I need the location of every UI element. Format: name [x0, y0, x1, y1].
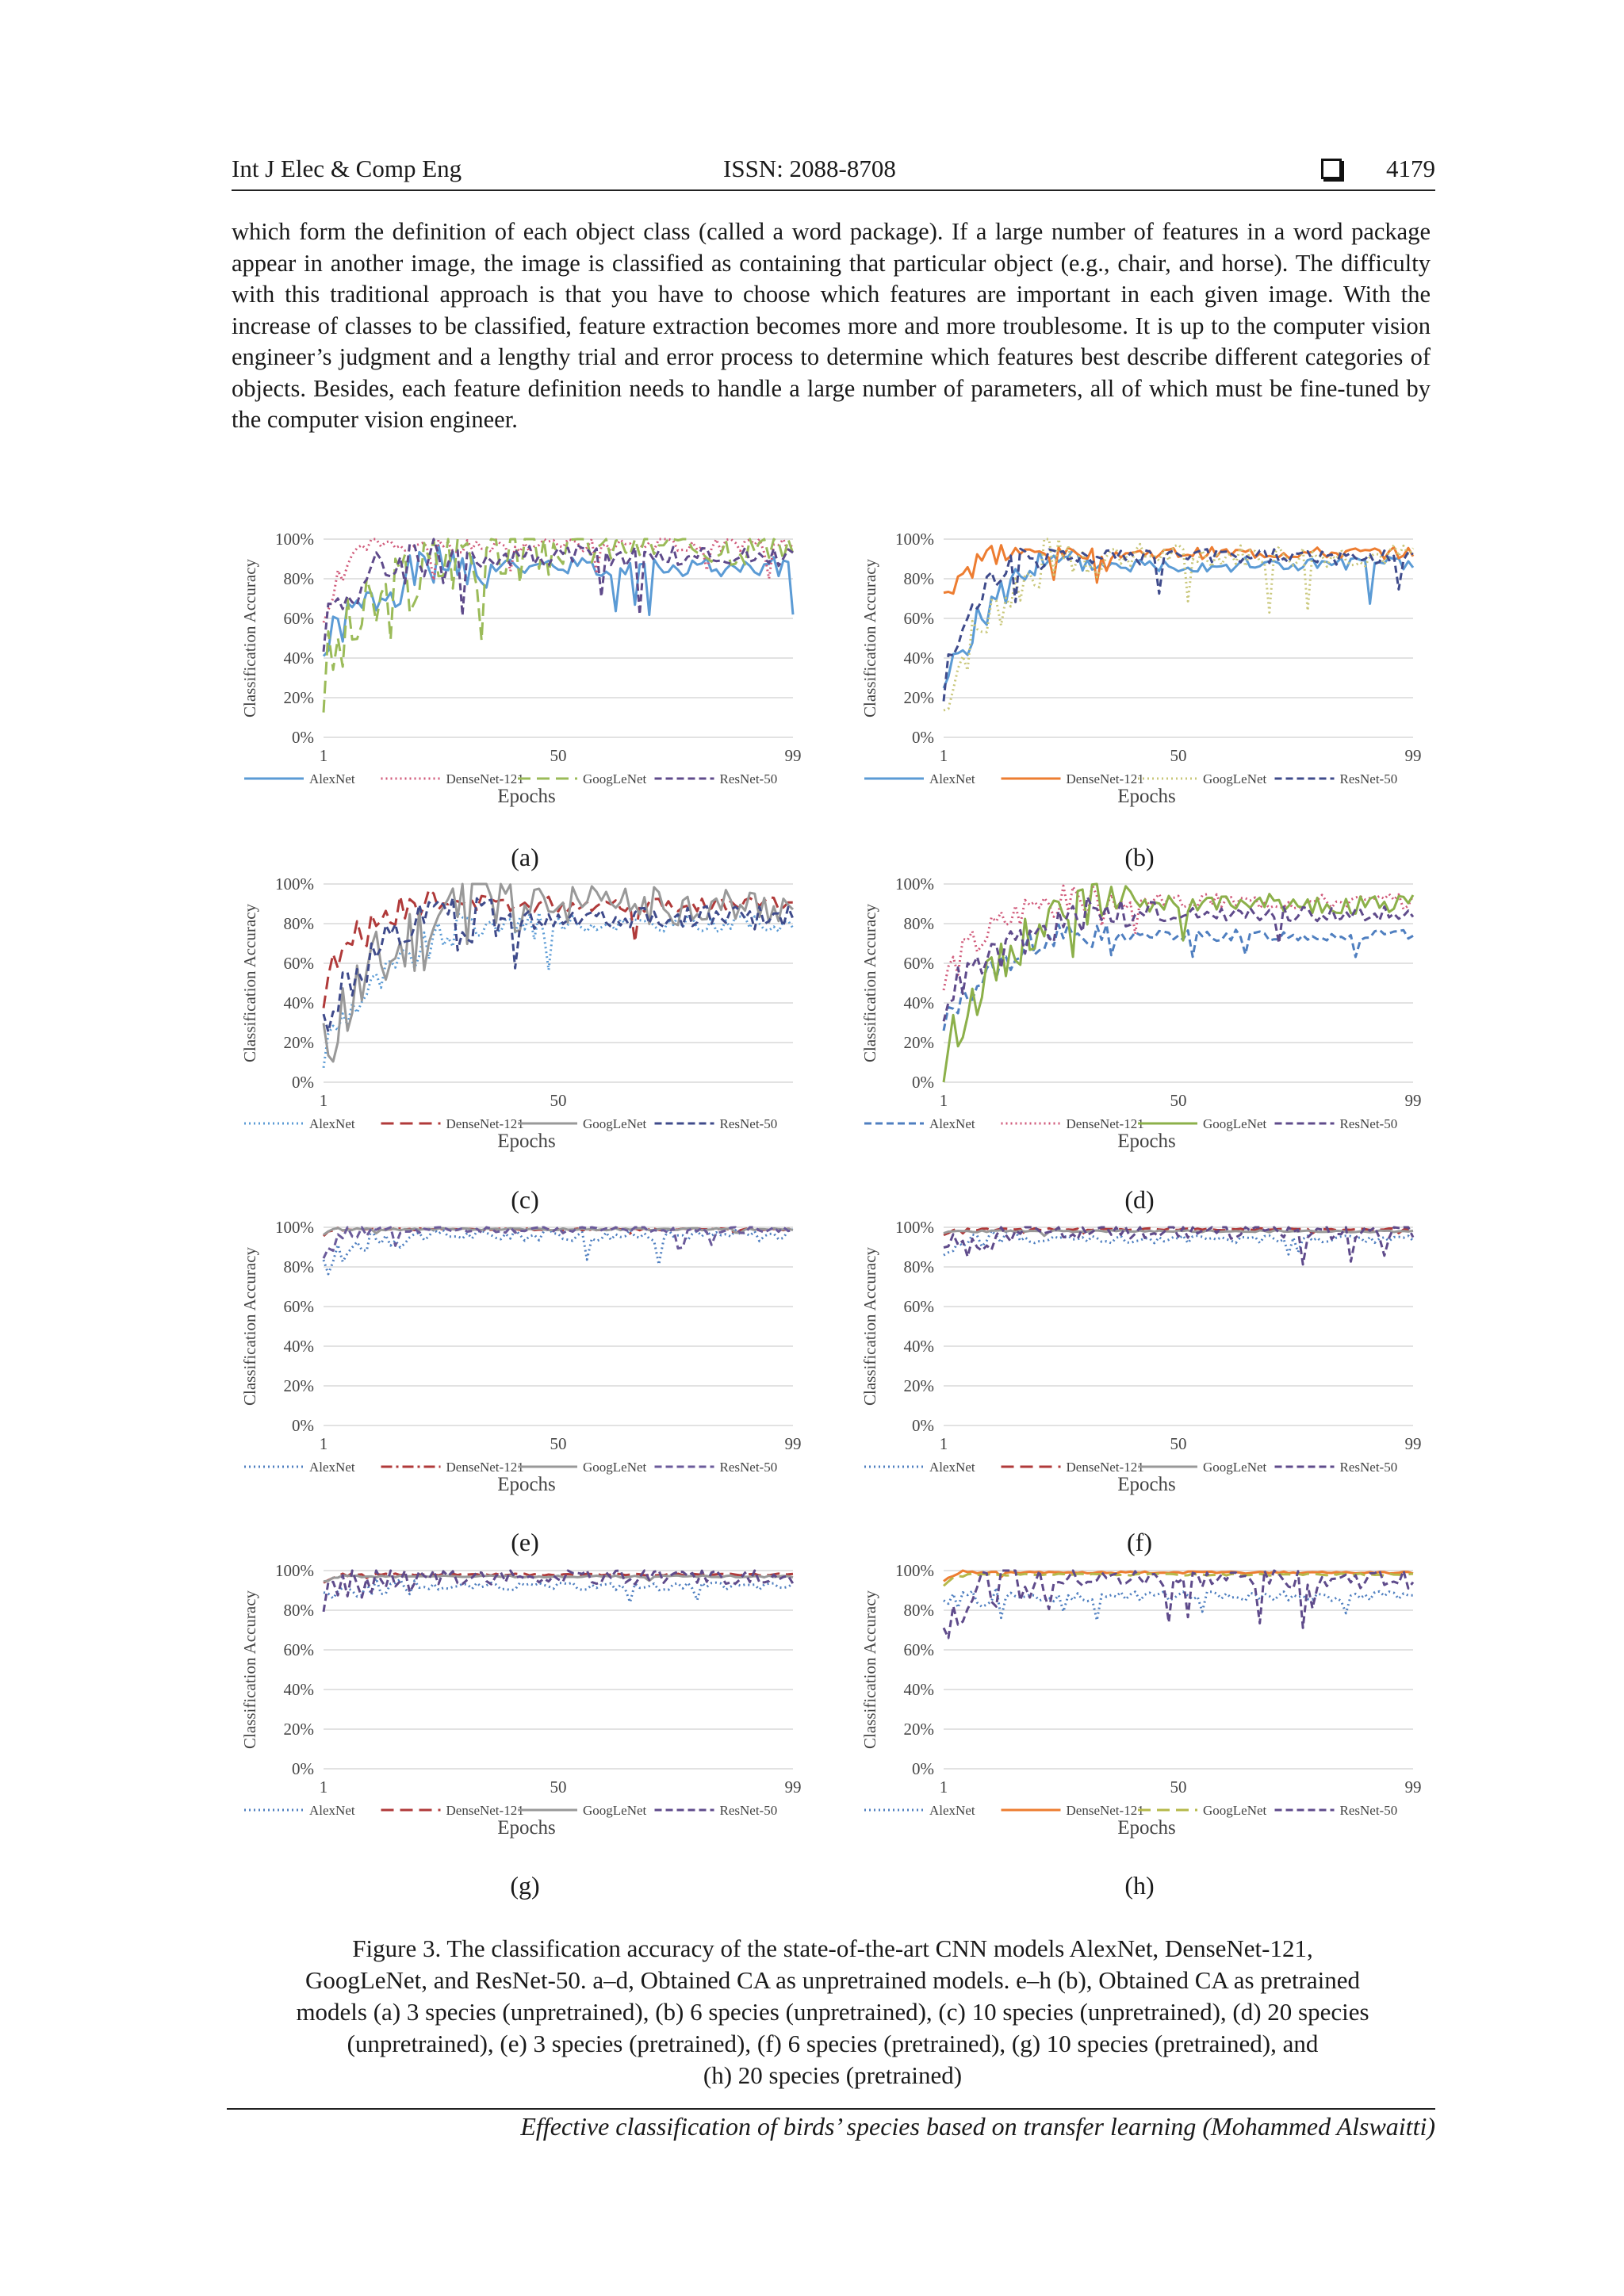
y-tick-label: 100% — [895, 1561, 934, 1580]
caption-line: GoogLeNet, and ResNet-50. a–d, Obtained CA as unpretrained models. e–h (b), Obtained CA as pretrained — [304, 1966, 1361, 1994]
x-tick-label: 1 — [939, 1091, 948, 1110]
chart-b — [858, 523, 1429, 840]
y-tick-label: 40% — [283, 993, 314, 1012]
x-tick-label: 50 — [550, 1091, 567, 1110]
chart-g — [238, 1555, 809, 1872]
y-tick-label: 40% — [283, 1337, 314, 1356]
legend-label: ResNet-50 — [719, 1803, 778, 1818]
x-axis-label: Epochs — [1117, 786, 1176, 807]
x-axis-label: Epochs — [1117, 1817, 1176, 1839]
y-tick-label: 40% — [283, 1680, 314, 1699]
y-tick-label: 100% — [275, 874, 314, 894]
y-tick-label: 100% — [275, 1561, 314, 1580]
y-tick-label: 80% — [283, 1601, 314, 1620]
issn: ISSN: 2088-8708 — [723, 155, 896, 182]
y-tick-label: 60% — [283, 954, 314, 973]
x-tick-label: 50 — [550, 746, 567, 765]
y-tick-label: 40% — [903, 1337, 934, 1356]
legend-label: DenseNet-121 — [1066, 1460, 1144, 1475]
y-tick-label: 0% — [912, 1759, 934, 1778]
y-tick-label: 100% — [895, 1218, 934, 1237]
legend-label: GoogLeNet — [1203, 1116, 1267, 1131]
legend-label: DenseNet-121 — [1066, 771, 1144, 786]
page-number-group — [1321, 155, 1435, 183]
y-tick-label: 100% — [895, 874, 934, 894]
legend-label: AlexNet — [309, 771, 355, 786]
y-tick-label: 20% — [283, 1376, 314, 1395]
x-tick-label: 1 — [939, 1777, 948, 1797]
y-tick-label: 20% — [903, 1376, 934, 1395]
page-footer: Effective classification of birds’ species based on transfer learning (Mohammed Alswaitti) — [520, 2112, 1435, 2141]
y-tick-label: 0% — [292, 1073, 314, 1092]
y-tick-label: 0% — [292, 1416, 314, 1435]
y-tick-label: 0% — [912, 728, 934, 747]
y-tick-label: 40% — [903, 649, 934, 668]
chart-h — [858, 1555, 1429, 1872]
body-paragraph: which form the definition of each object class (called a word package). If a large number of features in a word package appear in another image, the image is classified as containing that particular object (e.g., chair, and horse). The difficulty with this traditional approach is that you have to choose which features are important in each given image. With the increase of classes to be classified, feature extraction becomes more and more troublesome. It is up to the computer vision engineer’s judgment and a lengthy trial and error process to determine which features best describe different categories of objects. Besides, each feature definition needs to handle a large number of parameters, all of which must be fine-tuned by the computer vision engineer. — [232, 218, 1431, 433]
x-tick-label: 1 — [319, 1777, 328, 1797]
x-tick-label: 99 — [1404, 746, 1422, 765]
x-tick-label: 50 — [550, 1777, 567, 1797]
journal-name: Int J Elec & Comp Eng — [232, 155, 462, 182]
x-tick-label: 99 — [1404, 1434, 1422, 1453]
panel-label-f: (f) — [1127, 1528, 1152, 1556]
legend-label: AlexNet — [929, 1460, 975, 1475]
x-tick-label: 50 — [550, 1434, 567, 1453]
y-axis-label: Classification Accuracy — [860, 1590, 879, 1750]
series-line — [944, 1227, 1413, 1265]
y-tick-label: 80% — [903, 1257, 934, 1276]
legend-label: ResNet-50 — [1339, 1116, 1398, 1131]
page-number: 4179 — [1386, 155, 1435, 182]
y-tick-label: 20% — [903, 1720, 934, 1739]
x-tick-label: 50 — [1170, 746, 1187, 765]
y-tick-label: 80% — [903, 1601, 934, 1620]
legend-label: DenseNet-121 — [446, 1460, 524, 1475]
line-chart — [238, 1211, 809, 1529]
y-tick-label: 20% — [283, 1033, 314, 1052]
x-tick-label: 99 — [1404, 1777, 1422, 1797]
x-axis-label: Epochs — [497, 786, 556, 807]
series-line — [324, 913, 793, 1068]
line-chart — [858, 1211, 1429, 1529]
y-tick-label: 40% — [903, 1680, 934, 1699]
legend-label: DenseNet-121 — [446, 1116, 524, 1131]
legend-label: ResNet-50 — [719, 1460, 778, 1475]
y-axis-label: Classification Accuracy — [240, 1590, 259, 1750]
legend-label: GoogLeNet — [1203, 771, 1267, 786]
y-tick-label: 100% — [895, 530, 934, 549]
line-chart — [858, 523, 1429, 840]
y-tick-label: 60% — [283, 609, 314, 628]
x-tick-label: 99 — [784, 746, 802, 765]
x-axis-label: Epochs — [497, 1474, 556, 1495]
chart-d — [858, 868, 1429, 1185]
y-tick-label: 20% — [903, 1033, 934, 1052]
y-tick-label: 20% — [283, 1720, 314, 1739]
caption-line: Figure 3. The classification accuracy of the state-of-the-art CNN models AlexNet, DenseNet-121, — [352, 1934, 1313, 1962]
line-chart — [238, 523, 809, 840]
caption-line: models (a) 3 species (unpretrained), (b) 6 species (unpretrained), (c) 10 species (unpretrained), (d) 20 species — [296, 1998, 1369, 2026]
figure-caption — [214, 1933, 1451, 2091]
legend-label: DenseNet-121 — [1066, 1803, 1144, 1818]
x-tick-label: 1 — [319, 746, 328, 765]
y-tick-label: 80% — [903, 569, 934, 588]
y-tick-label: 60% — [903, 954, 934, 973]
page-header — [232, 155, 1435, 191]
legend-label: GoogLeNet — [583, 1460, 647, 1475]
series-line — [324, 1227, 793, 1258]
line-chart — [858, 868, 1429, 1185]
series-line — [324, 539, 793, 713]
line-chart — [238, 868, 809, 1185]
legend-label: ResNet-50 — [719, 1116, 778, 1131]
y-tick-label: 40% — [283, 649, 314, 668]
panel-label-a: (a) — [511, 843, 539, 871]
chart-c — [238, 868, 809, 1185]
x-tick-label: 1 — [319, 1434, 328, 1453]
legend-label: DenseNet-121 — [446, 771, 524, 786]
legend-label: GoogLeNet — [1203, 1803, 1267, 1818]
x-axis-label: Epochs — [1117, 1474, 1176, 1495]
legend-label: GoogLeNet — [583, 1116, 647, 1131]
legend-label: GoogLeNet — [583, 1803, 647, 1818]
legend-label: ResNet-50 — [1339, 771, 1398, 786]
square-bullet-icon — [1321, 159, 1342, 179]
y-tick-label: 80% — [283, 569, 314, 588]
x-tick-label: 1 — [939, 1434, 948, 1453]
x-tick-label: 50 — [1170, 1091, 1187, 1110]
series-line — [944, 924, 1413, 1031]
panel-label-h: (h) — [1124, 1871, 1155, 1900]
y-axis-label: Classification Accuracy — [860, 903, 879, 1063]
chart-f — [858, 1211, 1429, 1529]
y-axis-label: Classification Accuracy — [860, 1246, 879, 1406]
series-line — [944, 539, 1413, 710]
legend-label: AlexNet — [929, 1116, 975, 1131]
line-chart — [238, 1555, 809, 1872]
y-tick-label: 40% — [903, 993, 934, 1012]
y-tick-label: 20% — [903, 688, 934, 707]
x-tick-label: 1 — [939, 746, 948, 765]
x-tick-label: 99 — [1404, 1091, 1422, 1110]
x-tick-label: 99 — [784, 1434, 802, 1453]
y-tick-label: 20% — [283, 688, 314, 707]
x-tick-label: 50 — [1170, 1777, 1187, 1797]
x-axis-label: Epochs — [497, 1817, 556, 1839]
y-tick-label: 60% — [903, 1297, 934, 1316]
series-line — [944, 1588, 1413, 1621]
y-tick-label: 0% — [292, 1759, 314, 1778]
y-tick-label: 80% — [903, 914, 934, 933]
legend-label: DenseNet-121 — [446, 1803, 524, 1818]
y-axis-label: Classification Accuracy — [240, 558, 259, 718]
footer-rule — [227, 2108, 1435, 2110]
x-axis-label: Epochs — [497, 1131, 556, 1152]
y-tick-label: 100% — [275, 1218, 314, 1237]
legend-label: AlexNet — [309, 1460, 355, 1475]
panel-label-g: (g) — [510, 1871, 540, 1900]
legend-label: AlexNet — [309, 1116, 355, 1131]
x-tick-label: 99 — [784, 1777, 802, 1797]
y-tick-label: 60% — [903, 609, 934, 628]
y-tick-label: 80% — [283, 1257, 314, 1276]
y-axis-label: Classification Accuracy — [240, 903, 259, 1063]
chart-a — [238, 523, 809, 840]
legend-label: GoogLeNet — [583, 771, 647, 786]
y-tick-label: 60% — [283, 1297, 314, 1316]
legend-label: AlexNet — [309, 1803, 355, 1818]
y-axis-label: Classification Accuracy — [240, 1246, 259, 1406]
legend-label: GoogLeNet — [1203, 1460, 1267, 1475]
y-tick-label: 60% — [903, 1640, 934, 1659]
x-axis-label: Epochs — [1117, 1131, 1176, 1152]
caption-line: (unpretrained), (e) 3 species (pretrained), (f) 6 species (pretrained), (g) 10 species (pretrained), and — [347, 2030, 1319, 2057]
series-line — [944, 884, 1413, 1082]
y-tick-label: 0% — [912, 1416, 934, 1435]
legend-label: AlexNet — [929, 1803, 975, 1818]
y-axis-label: Classification Accuracy — [860, 558, 879, 718]
chart-e — [238, 1211, 809, 1529]
legend-label: ResNet-50 — [1339, 1460, 1398, 1475]
y-tick-label: 0% — [292, 728, 314, 747]
line-chart — [858, 1555, 1429, 1872]
panel-label-b: (b) — [1124, 843, 1155, 871]
x-tick-label: 50 — [1170, 1434, 1187, 1453]
x-tick-label: 1 — [319, 1091, 328, 1110]
y-tick-label: 0% — [912, 1073, 934, 1092]
legend-label: DenseNet-121 — [1066, 1116, 1144, 1131]
y-tick-label: 80% — [283, 914, 314, 933]
panel-label-c: (c) — [511, 1185, 539, 1214]
y-tick-label: 100% — [275, 530, 314, 549]
panel-label-d: (d) — [1124, 1185, 1155, 1214]
legend-label: AlexNet — [929, 771, 975, 786]
caption-line: (h) 20 species (pretrained) — [703, 2061, 963, 2089]
legend-label: ResNet-50 — [1339, 1803, 1398, 1818]
y-tick-label: 60% — [283, 1640, 314, 1659]
panel-label-e: (e) — [511, 1528, 539, 1556]
legend-label: ResNet-50 — [719, 771, 778, 786]
